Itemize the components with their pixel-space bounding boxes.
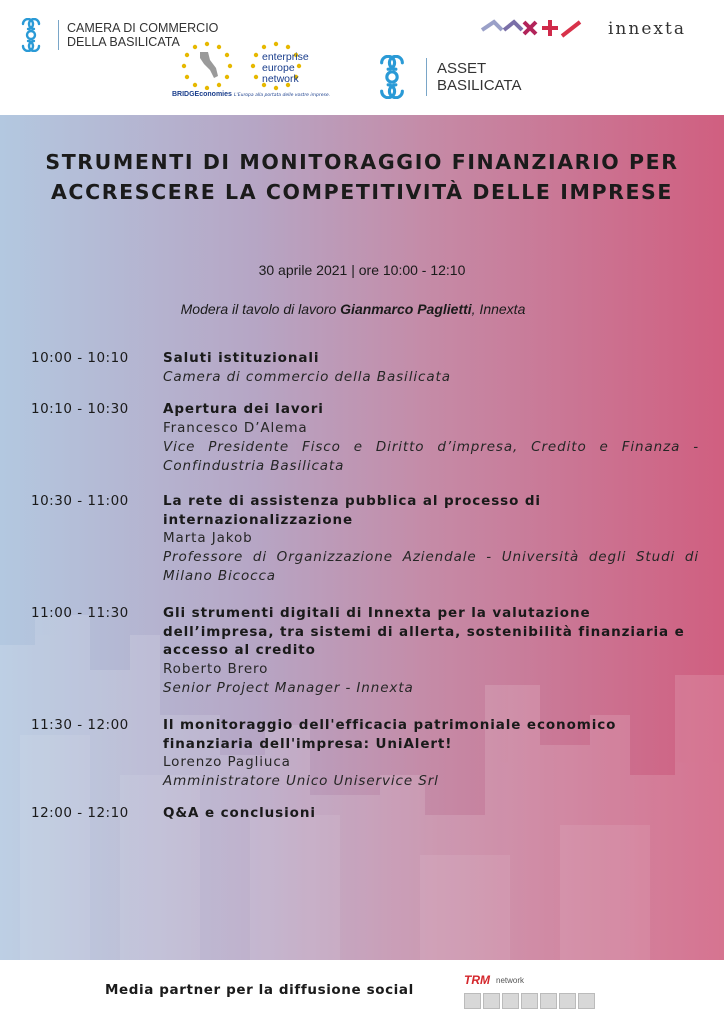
agenda-time: 10:10 - 10:30 [31,401,129,417]
agenda-time: 11:30 - 12:00 [31,717,129,733]
footer [0,960,724,1024]
een-line1: enterprise [262,51,309,63]
agenda-time: 10:00 - 10:10 [31,350,129,366]
trm-network-logo [462,973,592,1019]
agenda-role: Professore di Organizzazione Aziendale - Università degli Studi di Milano Bicocca [163,549,699,584]
channel-tile-icon [540,993,557,1009]
eu-stars-italy-icon [172,40,242,90]
agenda-speaker: Roberto Brero [163,660,269,677]
camera-commercio-swirl-icon [14,18,48,52]
agenda-role: Senior Project Manager - Innexta [163,679,414,696]
moderator-name: Gianmarco Paglietti [340,301,472,317]
logo-divider [58,20,59,50]
agenda-title: Saluti istituzionali [163,350,320,366]
event-date: 30 aprile 2021 | ore 10:00 - 12:10 [258,262,466,278]
agenda-time: 11:00 - 11:30 [31,605,129,621]
asset-name-line1: ASSET [437,60,487,77]
asset-basilicata-logo [370,55,521,99]
asset-name [437,60,521,94]
trm-brand: TRM [464,973,490,987]
agenda-title: Apertura dei lavori [163,401,324,417]
agenda-role: Camera di commercio della Basilicata [163,368,451,385]
trm-channel-tiles [464,993,595,1009]
agenda-speaker: Francesco D’Alema [163,419,308,436]
channel-tile-icon [502,993,519,1009]
enterprise-europe-network-logo [246,40,336,105]
agenda-time: 12:00 - 12:10 [31,805,129,821]
channel-tile-icon [559,993,576,1009]
channel-tile-icon [521,993,538,1009]
bridgeconomies-name: BRIDGEconomies [172,91,232,98]
agenda-speaker: Marta Jakob [163,530,253,546]
agenda-title: La rete di assistenza pubblica al processo di internazionalizzazione [163,493,541,528]
moderator-line [0,301,706,317]
innexta-mark-icon [480,18,600,40]
moderator-prefix: Modera il tavolo di lavoro [180,301,341,317]
een-line2: europe [262,62,295,74]
agenda-title: Il monitoraggio dell'efficacia patrimoniale economico finanziaria dell'impresa: UniAlert! [163,717,617,752]
agenda-title: Gli strumenti digitali di Innexta per la valutazione dell’impresa, tra sistemi di allerta, sostenibilità finanziaria e accesso al credito [163,605,685,658]
program-panel [0,115,724,960]
bridgeconomies-tagline: L'Europa alla portata delle vostre imprese. [234,93,331,98]
moderator-suffix: , Innexta [471,301,526,317]
agenda-speaker: Lorenzo Pagliuca [163,754,291,770]
camera-name-line2: DELLA BASILICATA [67,35,180,49]
trm-network-label: network [496,976,525,985]
event-title: STRUMENTI DI MONITORAGGIO FINANZIARIO PER ACCRESCERE LA COMPETITIVITÀ DELLE IMPRESE [45,150,679,204]
agenda-role: Vice Presidente Fisco e Diritto d’impresa, Credito e Finanza - Confindustria Basilicata [163,438,699,474]
innexta-name: innexta [608,19,686,39]
innexta-logo [480,18,686,40]
media-partner-label: Media partner per la diffusione social [105,982,414,998]
agenda-time: 10:30 - 11:00 [31,493,129,509]
asset-name-line2: BASILICATA [437,77,522,94]
asset-swirl-icon [370,55,414,99]
channel-tile-icon [483,993,500,1009]
agenda-role: Amministratore Unico Uniservice Srl [163,773,439,789]
een-line3: network [262,73,299,85]
logo-divider [426,58,427,96]
een-name [262,52,309,85]
camera-name-line1: CAMERA DI COMMERCIO [67,21,219,35]
channel-tile-icon [578,993,595,1009]
logo-header [0,0,724,115]
channel-tile-icon [464,993,481,1009]
agenda-title: Q&A e conclusioni [163,805,316,821]
